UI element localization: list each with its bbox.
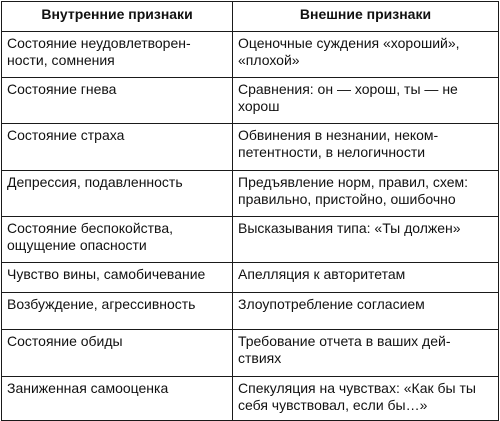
table-row [2, 263, 499, 293]
header-internal-signs: Внутренние признаки [2, 2, 233, 32]
internal-sign-cell: Чувство вины, самобичевание [2, 263, 233, 293]
table-row [2, 217, 499, 263]
header-external-signs: Внешние признаки [233, 2, 499, 32]
table-row [2, 32, 499, 78]
external-sign-cell: Злоупотребление согласием [233, 293, 499, 330]
internal-sign-cell: Состояние неудовлетворен-ности, сомнения [2, 32, 233, 78]
internal-sign-cell: Состояние беспокойства, ощущение опасности [2, 217, 233, 263]
external-sign-cell: Обвинения в незнании, неком-петентности, в нелогичности [233, 124, 499, 171]
external-sign-cell: Апелляция к авторитетам [233, 263, 499, 293]
signs-table [1, 1, 499, 421]
table-row [2, 78, 499, 124]
external-sign-cell: Предъявление норм, правил, схем: правильно, пристойно, ошибочно [233, 171, 499, 217]
internal-sign-cell: Состояние гнева [2, 78, 233, 124]
external-sign-cell: Оценочные суждения «хороший», «плохой» [233, 32, 499, 78]
external-sign-cell: Высказывания типа: «Ты должен» [233, 217, 499, 263]
table-row [2, 171, 499, 217]
table-row [2, 124, 499, 171]
table-row [2, 293, 499, 330]
external-sign-cell: Спекуляция на чувствах: «Как бы ты себя чувствовал, если бы…» [233, 377, 499, 421]
internal-sign-cell: Возбуждение, агрессивность [2, 293, 233, 330]
external-sign-cell: Требование отчета в ваших дей-ствиях [233, 330, 499, 377]
internal-sign-cell: Депрессия, подавленность [2, 171, 233, 217]
external-sign-cell: Сравнения: он — хорош, ты — не хорош [233, 78, 499, 124]
table-row [2, 330, 499, 377]
internal-sign-cell: Заниженная самооценка [2, 377, 233, 421]
table-header-row [2, 2, 499, 32]
internal-sign-cell: Состояние обиды [2, 330, 233, 377]
internal-sign-cell: Состояние страха [2, 124, 233, 171]
